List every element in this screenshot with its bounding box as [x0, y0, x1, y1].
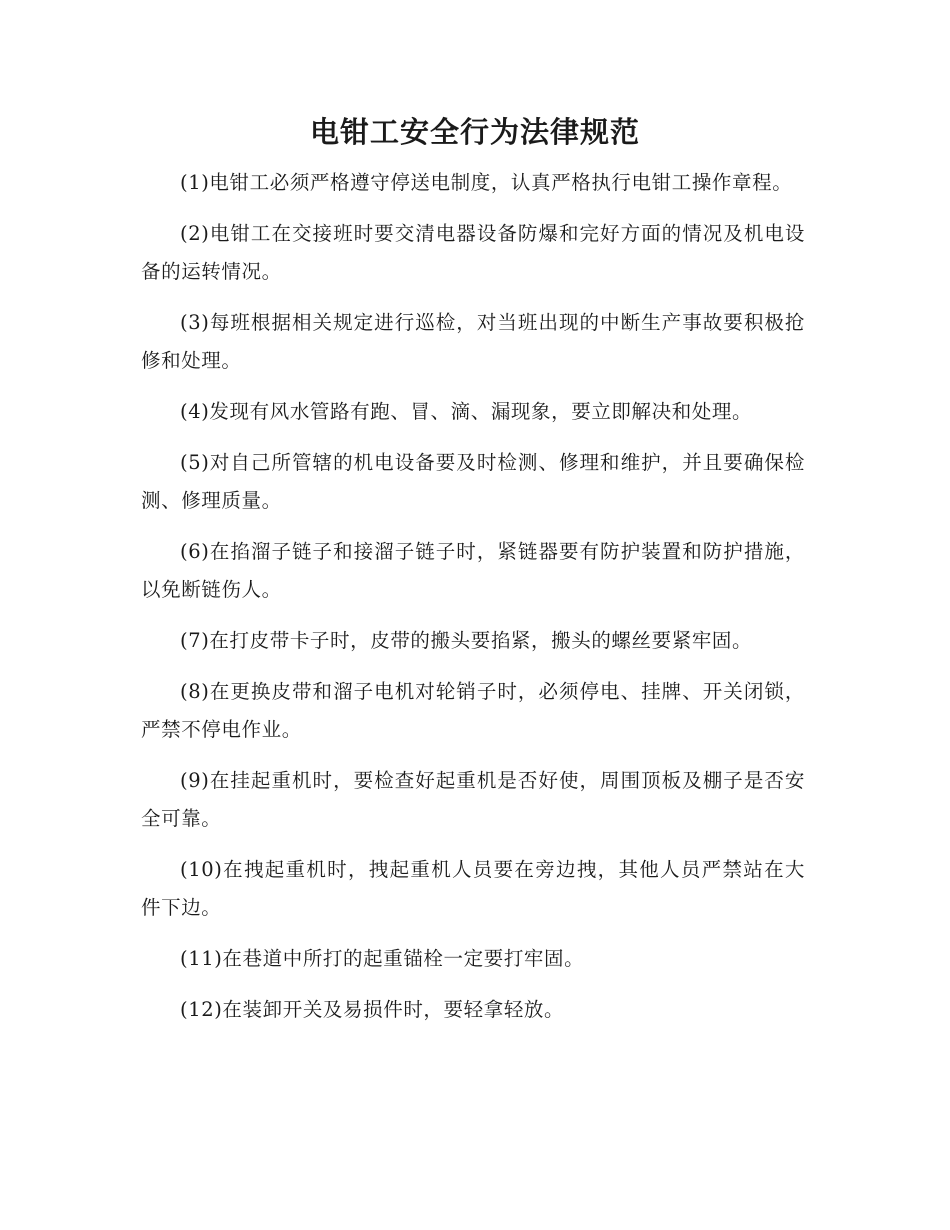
paragraph-6: (6)在掐溜子链子和接溜子链子时，紧链器要有防护装置和防护措施，以免断链伤人。	[141, 540, 805, 601]
paragraph-8: (8)在更换皮带和溜子电机对轮销子时，必须停电、挂牌、开关闭锁，严禁不停电作业。	[141, 680, 805, 741]
paragraph-5: (5)对自己所管辖的机电设备要及时检测、修理和维护，并且要确保检测、修理质量。	[141, 451, 805, 512]
paragraph-12: (12)在装卸开关及易损件时，要轻拿轻放。	[180, 998, 565, 1021]
document-body	[141, 164, 805, 1042]
paragraph-2: (2)电钳工在交接班时要交清电器设备防爆和完好方面的情况及机电设备的运转情况。	[141, 222, 805, 283]
paragraph-1: (1)电钳工必须严格遵守停送电制度，认真严格执行电钳工操作章程。	[180, 171, 793, 194]
paragraph-10: (10)在拽起重机时，拽起重机人员要在旁边拽，其他人员严禁站在大件下边。	[141, 858, 805, 919]
document-title: 电钳工安全行为法律规范	[309, 115, 640, 149]
paragraph-3: (3)每班根据相关规定进行巡检，对当班出现的中断生产事故要积极抢修和处理。	[141, 311, 805, 372]
paragraph-11: (11)在巷道中所打的起重锚栓一定要打牢固。	[180, 947, 585, 970]
paragraph-4: (4)发现有风水管路有跑、冒、滴、漏现象，要立即解决和处理。	[180, 400, 753, 423]
paragraph-9: (9)在挂起重机时，要检查好起重机是否好使，周围顶板及棚子是否安全可靠。	[141, 769, 805, 830]
paragraph-7: (7)在打皮带卡子时，皮带的搬头要掐紧，搬头的螺丝要紧牢固。	[180, 629, 753, 652]
